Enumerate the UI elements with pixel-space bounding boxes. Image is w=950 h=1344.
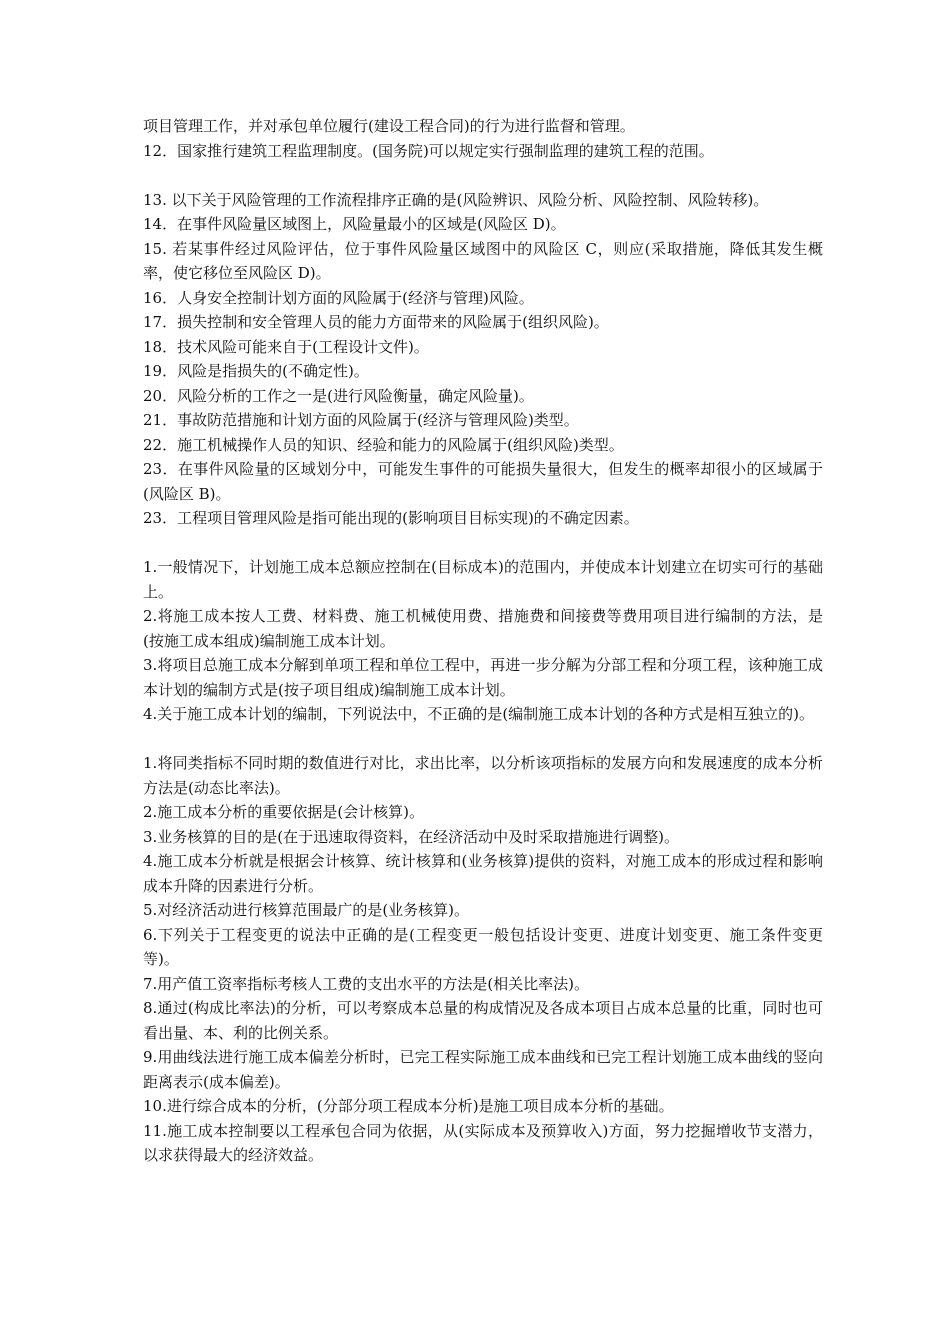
paragraph: 22．施工机械操作人员的知识、经验和能力的风险属于(组织风险)类型。 [143,435,624,454]
blank-line [143,531,823,556]
paragraph: 16．人身安全控制计划方面的风险属于(经济与管理)风险。 [143,288,534,307]
paragraph: 7.用产值工资率指标考核人工费的支出水平的方法是(相关比率法)。 [143,974,590,993]
blank-line [143,727,823,752]
paragraph: 11.施工成本控制要以工程承包合同为依据，从(实际成本及预算收入)方面，努力挖掘增收节支潜力，以求获得最大的经济效益。 [143,1121,823,1164]
paragraph: 20．风险分析的工作之一是(进行风险衡量，确定风险量)。 [143,386,534,405]
paragraph: 2.施工成本分析的重要依据是(会计核算)。 [143,803,425,821]
paragraph: 17．损失控制和安全管理人员的能力方面带来的风险属于(组织风险)。 [143,313,609,331]
paragraph: 18．技术风险可能来自于(工程设计文件)。 [143,337,429,356]
paragraph: 23．在事件风险量的区域划分中，可能发生事件的可能损失量很大，但发生的概率却很小的区域属于(风险区 B)。 [143,460,823,503]
paragraph: 3.将项目总施工成本分解到单项工程和单位工程中，再进一步分解为分部工程和分项工程，该种施工成本计划的编制方式是(按子项目组成)编制施工成本计划。 [143,656,823,699]
blank-line [143,163,823,188]
paragraph: 8.通过(构成比率法)的分析，可以考察成本总量的构成情况及各成本项目占成本总量的比重，同时也可看出量、本、利的比例关系。 [143,999,823,1042]
paragraph: 9.用曲线法进行施工成本偏差分析时，已完工程实际施工成本曲线和已完工程计划施工成本曲线的竖向距离表示(成本偏差)。 [143,1048,823,1091]
paragraph: 1.将同类指标不同时期的数值进行对比，求出比率，以分析该项指标的发展方向和发展速度的成本分析方法是(动态比率法)。 [143,754,823,797]
paragraph: 4.关于施工成本计划的编制，下列说法中，不正确的是(编制施工成本计划的各种方式是相互独立的)。 [143,705,815,723]
paragraph: 15. 若某事件经过风险评估，位于事件风险量区域图中的风险区 C，则应(采取措施，降低其发生概率，使它移位至风险区 D)。 [143,239,823,282]
paragraph: 23．工程项目管理风险是指可能出现的(影响项目目标实现)的不确定因素。 [143,509,639,527]
paragraph: 21．事故防范措施和计划方面的风险属于(经济与管理风险)类型。 [143,411,579,429]
paragraph: 12．国家推行建筑工程监理制度。(国务院)可以规定实行强制监理的建筑工程的范围。 [143,141,714,160]
paragraph: 10.进行综合成本的分析，(分部分项工程成本分析)是施工项目成本分析的基础。 [143,1097,674,1115]
paragraph: 5.对经济活动进行核算范围最广的是(业务核算)。 [143,901,470,919]
paragraph: 13. 以下关于风险管理的工作流程排序正确的是(风险辨识、风险分析、风险控制、风险转移)。 [143,190,769,209]
paragraph: 4.施工成本分析就是根据会计核算、统计核算和(业务核算)提供的资料，对施工成本的形成过程和影响成本升降的因素进行分析。 [143,852,823,895]
paragraph: 6.下列关于工程变更的说法中正确的是(工程变更一般包括设计变更、进度计划变更、施工条件变更等)。 [143,925,823,968]
paragraph: 14．在事件风险量区域图上，风险量最小的区域是(风险区 D)。 [143,215,566,233]
paragraph: 1.一般情况下，计划施工成本总额应控制在(目标成本)的范围内，并使成本计划建立在切实可行的基础上。 [143,558,823,601]
paragraph: 项目管理工作，并对承包单位履行(建设工程合同)的行为进行监督和管理。 [143,117,635,135]
document-body [143,114,823,1168]
paragraph: 2.将施工成本按人工费、材料费、施工机械使用费、措施费和间接费等费用项目进行编制的方法，是(按施工成本组成)编制施工成本计划。 [143,607,823,650]
paragraph: 19．风险是指损失的(不确定性)。 [143,362,369,380]
paragraph: 3.业务核算的目的是(在于迅速取得资料，在经济活动中及时采取措施进行调整)。 [143,827,680,846]
